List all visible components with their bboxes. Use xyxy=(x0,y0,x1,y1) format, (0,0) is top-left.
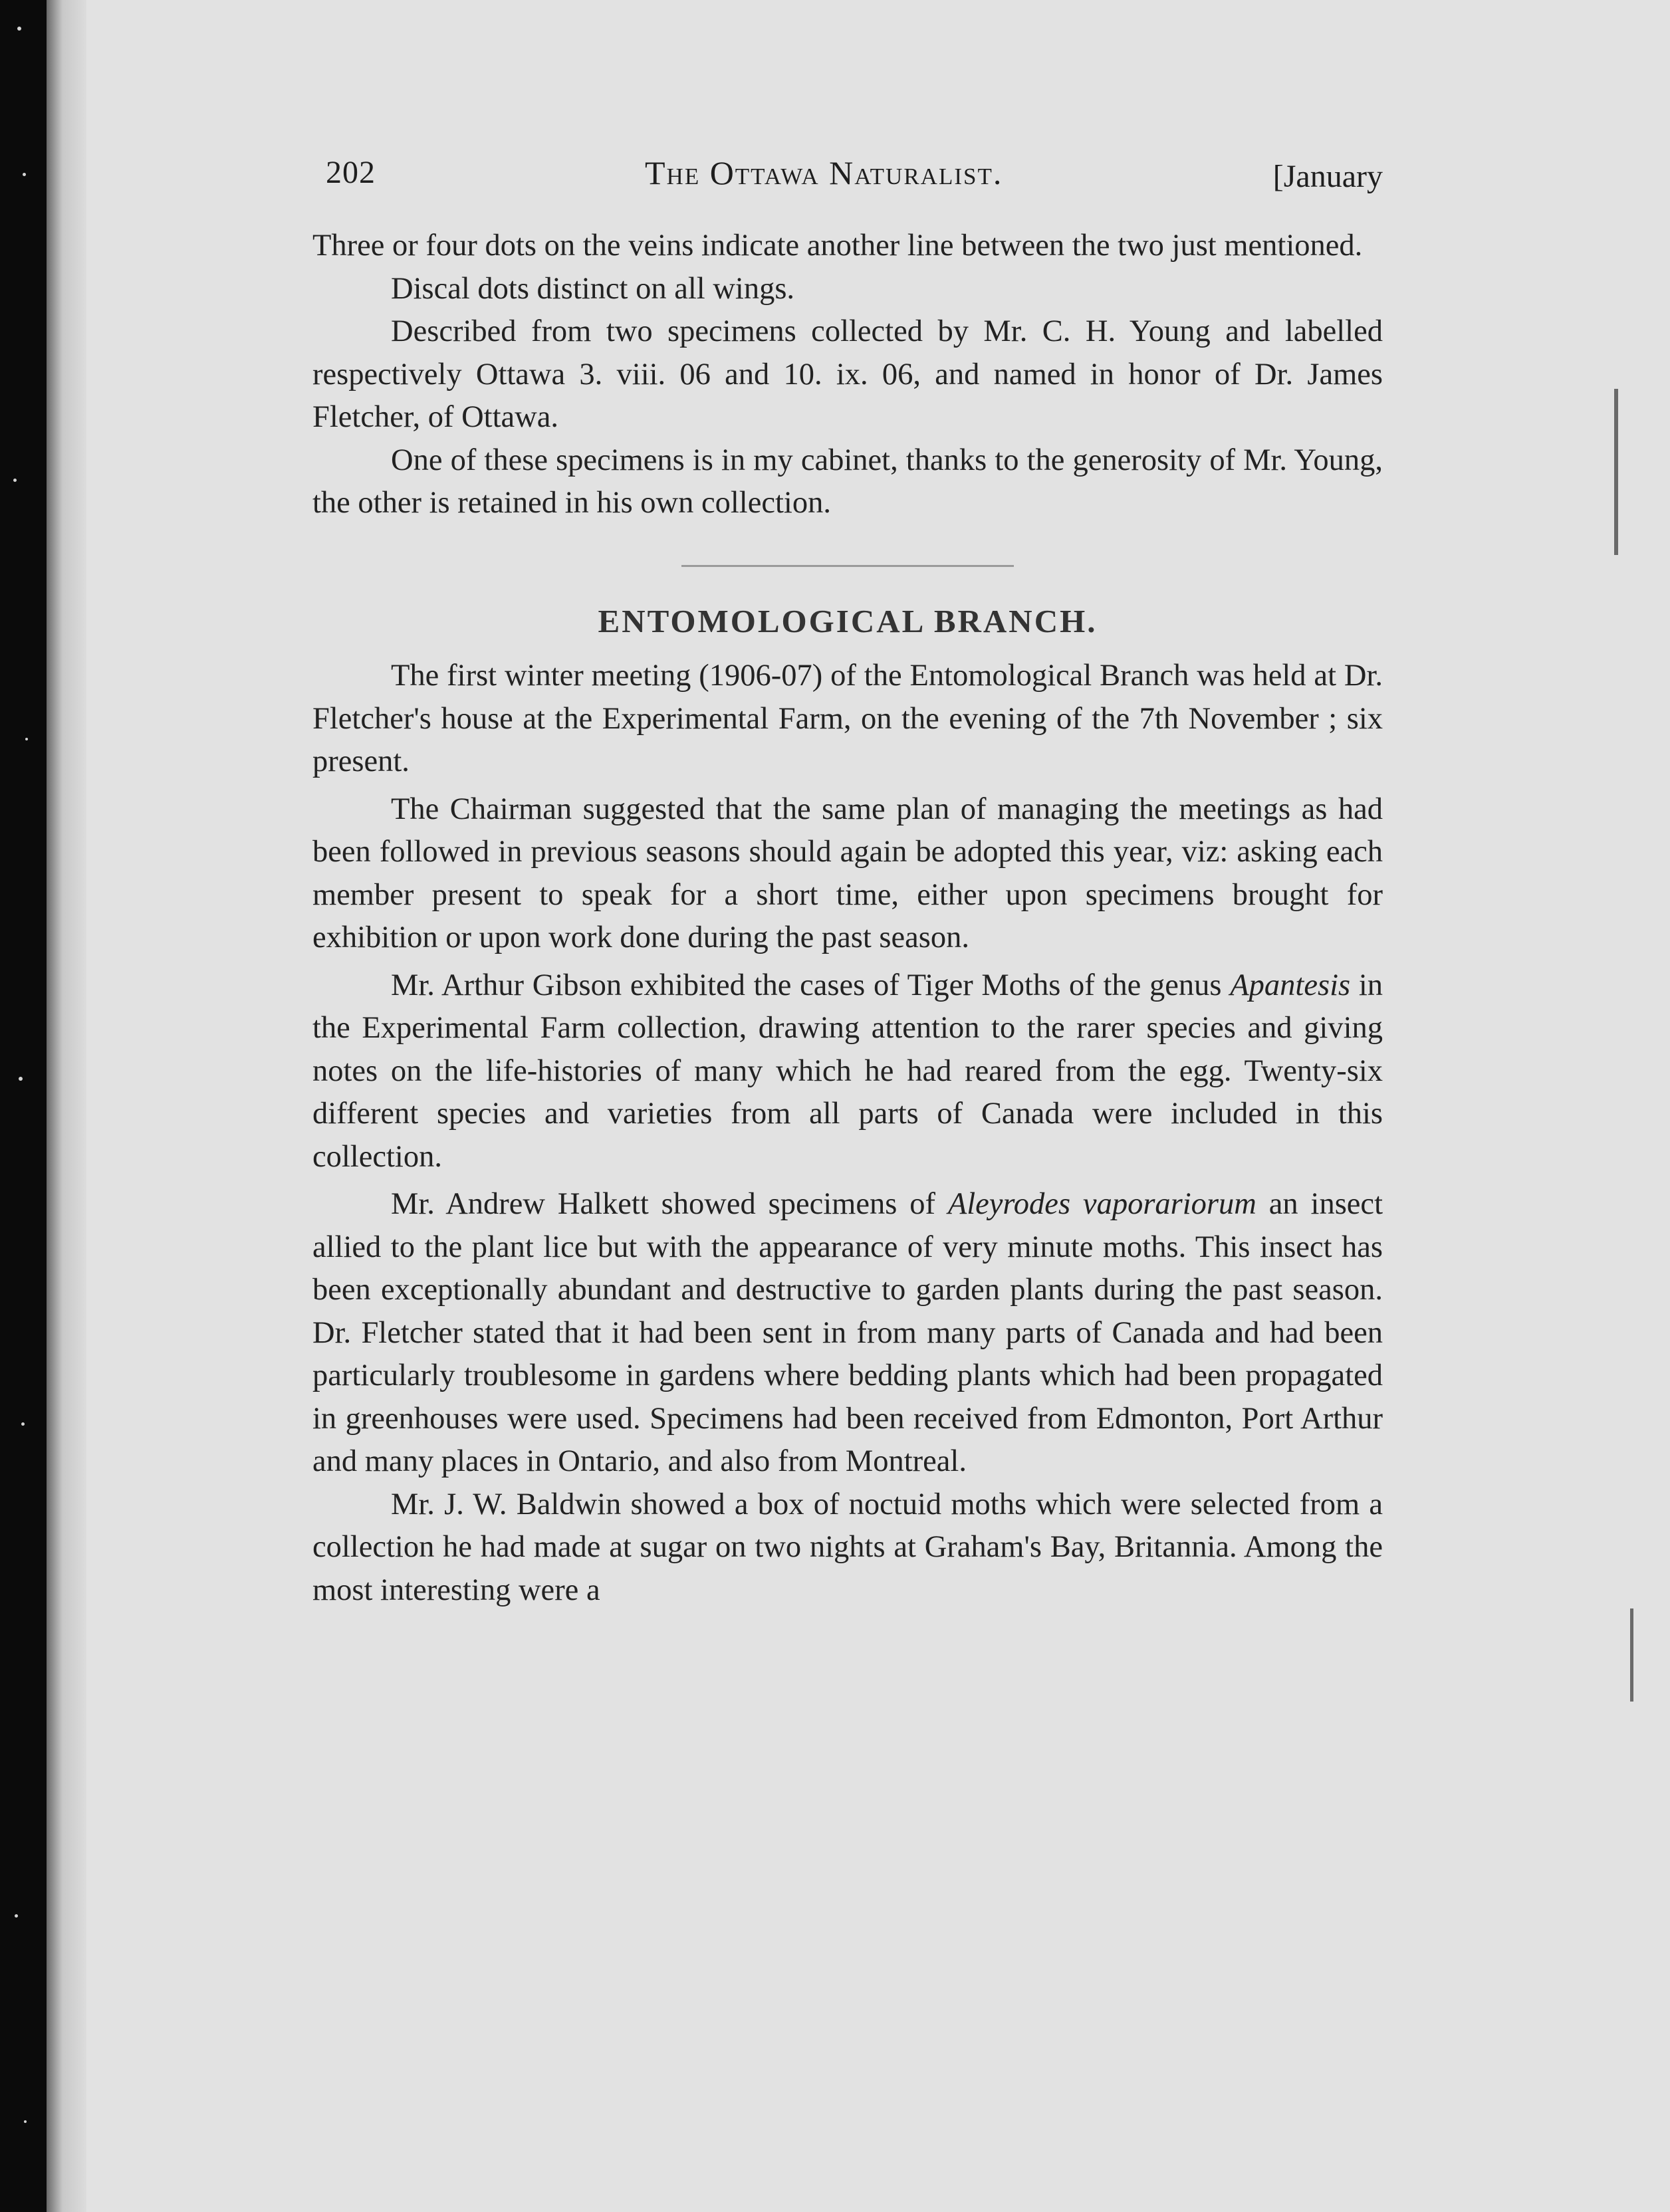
page-edge-shadow xyxy=(47,0,86,2212)
paragraph xyxy=(312,964,1383,1179)
paragraph xyxy=(312,1183,1383,1484)
article-body xyxy=(312,225,1383,1612)
paragraph: The first winter meeting (1906-07) of the Entomological Branch was held at Dr. Fletcher's house at the Experimental Farm, on the evening of the 7th November ; six present. xyxy=(312,659,1383,778)
paragraph: Described from two specimens collected by Mr. C. H. Young and labelled respectively Ottawa 3. viii. 06 and 10. ix. 06, and named in honor of Dr. James Fletcher, of Ottawa. xyxy=(312,314,1383,434)
scan-speck xyxy=(21,1422,25,1426)
paragraph: One of these specimens is in my cabinet, thanks to the generosity of Mr. Young, the other is retained in his own collection. xyxy=(312,443,1383,520)
paragraph-text: an insect allied to the plant lice but with the appearance of very minute moths. This insect has been exceptionally abundant and destructive to garden plants during the past season. Dr. Fletcher stated that it had been sent in from many parts of Canada and had been particularly troublesome in gardens where bedding plants which had been propagated in greenhouses were used. Specimens had been received from Edmonton, Port Arthur and many places in Ontario, and also from Montreal. xyxy=(312,1187,1383,1478)
journal-title: The Ottawa Naturalist. xyxy=(645,154,1003,191)
running-head xyxy=(326,146,1383,199)
paragraph-text: Mr. Arthur Gibson exhibited the cases of Tiger Moths of the genus xyxy=(391,968,1231,1002)
scan-speck xyxy=(23,173,26,176)
paragraph: Discal dots distinct on all wings. xyxy=(391,271,795,306)
section-heading: ENTOMOLOGICAL BRANCH. xyxy=(598,602,1098,639)
paragraph: Mr. J. W. Baldwin showed a box of noctuid moths which were selected from a collection he had made at sugar on two nights at Graham's Bay, Britannia. Among the most interesting were a xyxy=(312,1487,1383,1607)
species-name: Aleyrodes vaporariorum xyxy=(947,1187,1256,1221)
issue-month: [January xyxy=(1272,159,1383,194)
scan-noise xyxy=(8,0,35,2212)
scan-speck xyxy=(17,27,21,31)
paragraph: Three or four dots on the veins indicate another line between the two just mentioned. xyxy=(312,229,1363,263)
margin-mark xyxy=(1630,1608,1633,1702)
scan-speck xyxy=(19,1077,23,1081)
margin-mark xyxy=(1614,389,1618,555)
paragraph-text: Mr. Andrew Halkett showed specimens of xyxy=(391,1187,948,1221)
section-divider xyxy=(681,565,1014,567)
scan-speck xyxy=(15,1914,18,1918)
scan-speck xyxy=(13,479,17,482)
scan-speck xyxy=(24,2120,27,2123)
paragraph: The Chairman suggested that the same plan of managing the meetings as had been followed in previous seasons should again be adopted this year, viz: asking each member present to speak for a short time, either upon specimens brought for exhibition or upon work done during the past season. xyxy=(312,792,1383,954)
paragraph-text: in the Experimental Farm collection, drawing attention to the rarer species and giving notes on the life-histories of many which he had reared from the egg. Twenty-six different species and varieties from all parts of Canada were included in this collection. xyxy=(312,968,1383,1174)
scan-binding-shadow xyxy=(0,0,47,2212)
scan-speck xyxy=(25,738,28,740)
genus-name: Apantesis xyxy=(1230,968,1351,1002)
page-number: 202 xyxy=(326,155,376,190)
